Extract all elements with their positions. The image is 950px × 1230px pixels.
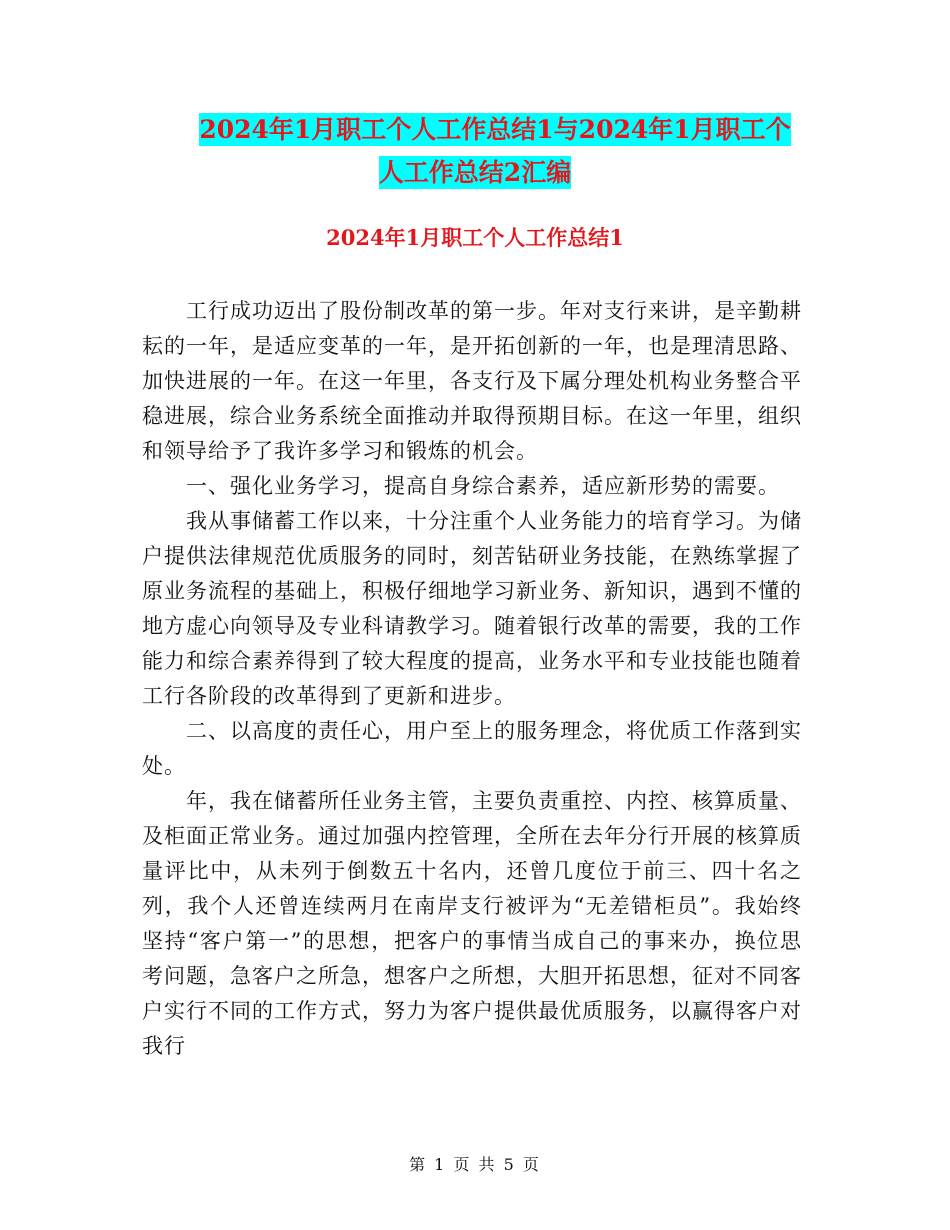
paragraph-service: 年，我在储蓄所任业务主管，主要负责重控、内控、核算质量、及柜面正常业务。通过加强内控管理，全所在去年分行开展的核算质量评比中，从未列于倒数五十名内，还曾几度位于前三、四十名之列，我个人还曾连续两月在南岸支行被评为“无差错柜员”。我始终坚持“客户第一”的思想，把客户的事情当成自己的事来办，换位思考问题，急客户之所急，想客户之所想，大胆开拓思想，征对不同客户实行不同的工作方式，努力为客户提供最优质服务，以赢得客户对我行 bbox=[142, 789, 802, 1058]
document-body bbox=[142, 294, 802, 1064]
paragraph-heading-1: 一、强化业务学习，提高自身综合素养，适应新形势的需要。 bbox=[186, 474, 780, 498]
page-footer: 第 1 页 共 5 页 bbox=[409, 1155, 541, 1174]
document-title-line-1 bbox=[20, 117, 950, 143]
section-title: 2024年1月职工个人工作总结1 bbox=[326, 225, 624, 250]
document-title-line-2 bbox=[0, 160, 950, 186]
paragraph-study: 我从事储蓄工作以来，十分注重个人业务能力的培育学习。为储户提供法律规范优质服务的同时，刻苦钻研业务技能，在熟练掌握了原业务流程的基础上，积极仔细地学习新业务、新知识，遇到不懂的地方虚心向领导及专业科请教学习。随着银行改革的需要，我的工作能力和综合素养得到了较大程度的提高，业务水平和专业技能也随着工行各阶段的改革得到了更新和进步。 bbox=[142, 509, 802, 708]
paragraph-heading-2: 二、以高度的责任心，用户至上的服务理念，将优质工作落到实处。 bbox=[142, 719, 802, 778]
document-title-line-2-text: 人工作总结2汇编 bbox=[378, 158, 572, 187]
document-title-line-1-text: 2024年1月职工个人工作总结1与2024年1月职工个 bbox=[199, 115, 791, 144]
paragraph-intro: 工行成功迈出了股份制改革的第一步。年对支行来讲，是辛勤耕耘的一年，是适应变革的一年，是开拓创新的一年，也是理清思路、加快进展的一年。在这一年里，各支行及下属分理处机构业务整合平稳进展，综合业务系统全面推动并取得预期目标。在这一年里，组织和领导给予了我许多学习和锻炼的机会。 bbox=[142, 299, 802, 463]
